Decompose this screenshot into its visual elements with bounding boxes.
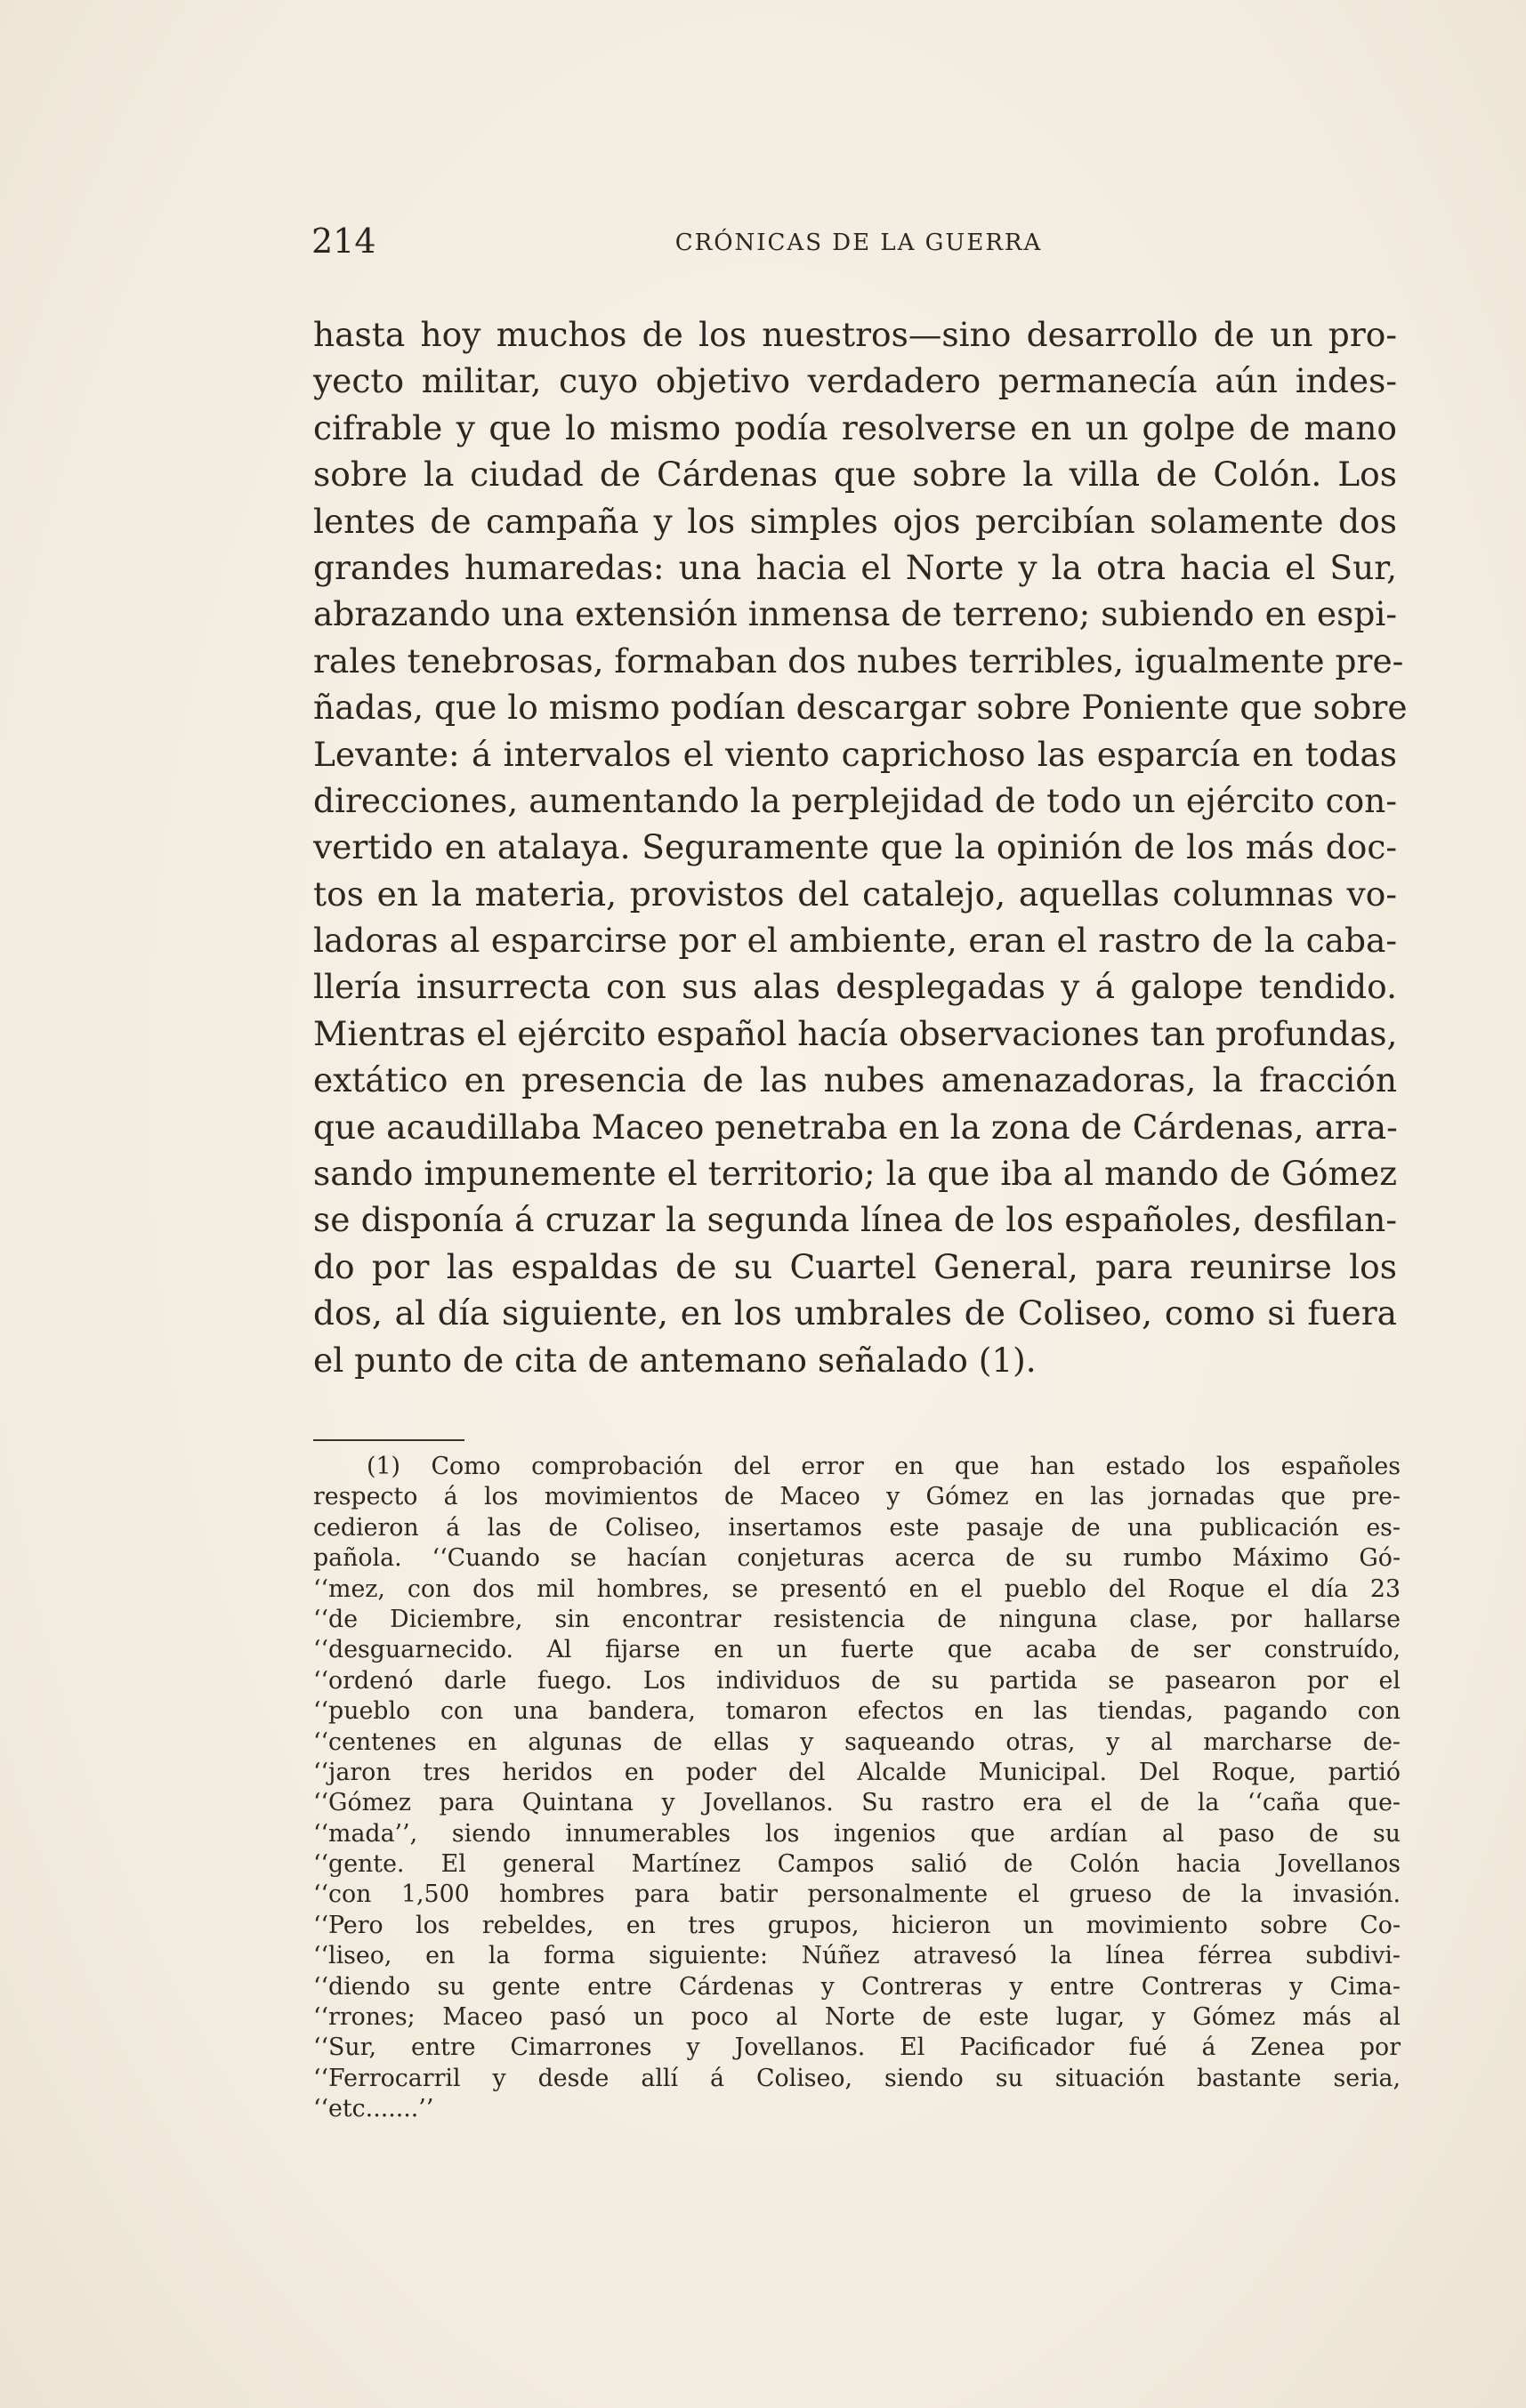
page-number: 214 [311,221,376,261]
footnote-line: ‘‘centenes en algunas de ellas y saqueando otras, y al marcharse de- [313,1727,1401,1756]
footnote-line: cedieron á las de Coliseo, insertamos este pasaje de una publicación es- [313,1513,1401,1542]
footnote-line: respecto á los movimientos de Maceo y Gómez en las jornadas que pre- [313,1483,1401,1511]
body-line: llería insurrecta con sus alas desplegadas y á galope tendido. [313,967,1397,1007]
footnote-line: ‘‘diendo su gente entre Cárdenas y Contreras y entre Contreras y Cima- [313,1972,1401,2001]
running-head: CRÓNICAS DE LA GUERRA [674,230,1043,256]
footnote [313,1452,1401,2125]
body-line: yecto militar, cuyo objetivo verdadero permanecía aún indes- [313,361,1397,401]
footnote-line: ‘‘Pero los rebeldes, en tres grupos, hicieron un movimiento sobre Co- [313,1911,1401,1939]
body-line: dos, al día siguiente, en los umbrales de Coliseo, como si fuera [313,1293,1397,1333]
body-line: ñadas, que lo mismo podían descargar sobre Poniente que sobre [313,688,1408,728]
body-line: ladoras al esparcirse por el ambiente, eran el rastro de la caba- [313,921,1397,961]
body-line: tos en la materia, provistos del catalejo, aquellas columnas vo- [313,874,1397,914]
body-line: rales tenebrosas, formaban dos nubes terribles, igualmente pre- [313,640,1404,681]
footnote-line: ‘‘con 1,500 hombres para batir personalmente el grueso de la invasión. [313,1880,1401,1909]
body-text [313,311,1408,1383]
body-line: do por las espaldas de su Cuartel General, para reunirse los [313,1246,1397,1286]
body-line: Levante: á intervalos el viento caprichoso las esparcía en todas [313,734,1397,774]
body-line: abrazando una extensión inmensa de terreno; subiendo en espi- [313,594,1397,634]
body-line: grandes humaredas: una hacia el Norte y la otra hacia el Sur, [313,547,1397,587]
footnote-rule [313,1439,464,1441]
body-line: el punto de cita de antemano señalado (1). [313,1340,1037,1380]
footnote-line: ‘‘gente. El general Martínez Campos salió de Colón hacia Jovellanos [313,1850,1401,1879]
footnote-line: (1) Como comprobación del error en que han estado los españoles [367,1453,1401,1480]
body-line: se disponía á cruzar la segunda línea de los españoles, desfilan- [313,1200,1397,1240]
footnote-line: ‘‘mada’’, siendo innumerables los ingenios que ardían al paso de su [313,1819,1401,1848]
body-line: sando impunemente el territorio; la que iba al mando de Gómez [313,1154,1397,1194]
footnote-line: ‘‘pueblo con una bandera, tomaron efectos en las tiendas, pagando con [313,1697,1401,1726]
footnote-line: ‘‘Sur, entre Cimarrones y Jovellanos. El Pacificador fué á Zenea por [313,2034,1401,2062]
body-line: vertido en atalaya. Seguramente que la opinión de los más doc- [313,827,1397,867]
footnote-line: ‘‘desguarnecido. Al fijarse en un fuerte que acaba de ser construído, [313,1636,1401,1664]
footnote-line: ‘‘jaron tres heridos en poder del Alcalde Municipal. Del Roque, partió [313,1758,1401,1786]
footnote-line: ‘‘de Diciembre, sin encontrar resistencia de ninguna clase, por hallarse [313,1605,1401,1633]
body-line: que acaudillaba Maceo penetraba en la zona de Cárdenas, arra- [313,1107,1398,1147]
page-header [311,219,1406,263]
footnote-line: ‘‘etc.......’’ [313,2095,434,2123]
body-line: cifrable y que lo mismo podía resolverse en un golpe de mano [313,407,1397,447]
footnote-line: pañola. ‘‘Cuando se hacían conjeturas acerca de su rumbo Máximo Gó- [313,1544,1401,1573]
body-line: Mientras el ejército español hacía observaciones tan profundas, [313,1013,1398,1053]
footnote-line: ‘‘Gómez para Quintana y Jovellanos. Su rastro era el de la ‘‘caña que- [313,1789,1401,1817]
footnote-line: ‘‘liseo, en la forma siguiente: Núñez atravesó la línea férrea subdivi- [313,1942,1401,1970]
footnote-line: ‘‘ordenó darle fuego. Los individuos de su partida se pasearon por el [313,1666,1401,1695]
footnote-line: ‘‘mez, con dos mil hombres, se presentó en el pueblo del Roque el día 23 [313,1574,1401,1603]
footnote-line: ‘‘Ferrocarril y desde allí á Coliseo, siendo su situación bastante seria, [313,2064,1401,2092]
body-line: extático en presencia de las nubes amenazadoras, la fracción [313,1060,1397,1100]
body-line: lentes de campaña y los simples ojos percibían solamente dos [313,501,1397,541]
body-line: direcciones, aumentando la perplejidad de todo un ejército con- [313,780,1397,820]
body-line: sobre la ciudad de Cárdenas que sobre la villa de Colón. Los [313,455,1397,495]
body-line: hasta hoy muchos de los nuestros—sino desarrollo de un pro- [313,315,1397,354]
footnote-line: ‘‘rrones; Maceo pasó un poco al Norte de este lugar, y Gómez más al [313,2003,1401,2032]
